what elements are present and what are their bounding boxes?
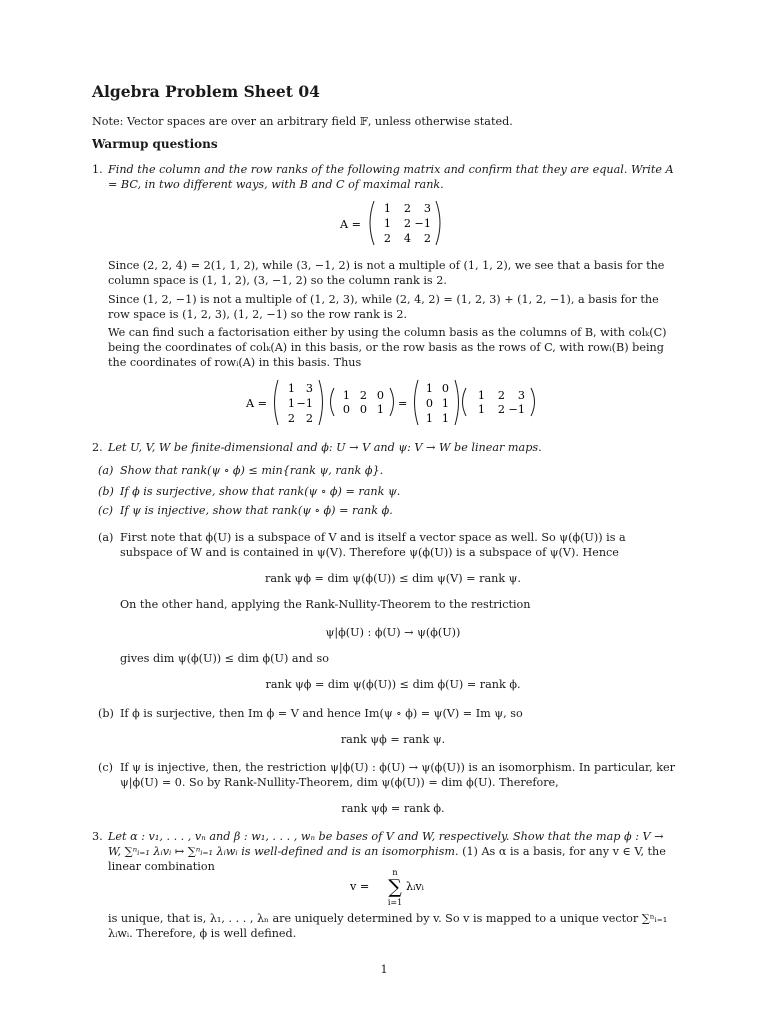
- q2-solution-c-eq: rank ψϕ = rank ϕ.: [341, 802, 445, 815]
- matrix-a-cell: 2: [423, 232, 431, 245]
- question-1-prompt: Find the column and the row ranks of the following matrix and confirm that they are equal. Write A = BC, in two different ways, with B and C of maximal rank.: [108, 163, 674, 191]
- matrix-a-svg: [330, 198, 450, 248]
- q2-solution-a-eq-2: ψ|ϕ(U) : ϕ(U) → ψ(ϕ(U)): [325, 626, 461, 639]
- right-paren: [436, 201, 440, 245]
- question-1-number: 1.: [92, 163, 103, 176]
- matrix-c1-right-paren: [390, 388, 394, 416]
- matrix-a-cell: −1: [414, 217, 431, 230]
- page-title: Algebra Problem Sheet 04: [92, 82, 320, 101]
- q2-solution-b-eq: rank ψϕ = rank ψ.: [340, 733, 446, 746]
- matrix-b1-cell: −1: [296, 397, 313, 410]
- matrix-c1: [331, 388, 394, 416]
- matrix-c1-cell: 1: [342, 389, 350, 402]
- matrix-b2-cell: 1: [441, 397, 449, 410]
- matrix-c2-cell: −1: [508, 403, 525, 416]
- q2-part-a-text: Show that rank(ψ ∘ ϕ) ≤ min{rank ψ, rank ϕ}.: [120, 464, 384, 477]
- q2-solution-a-eq-3: rank ψϕ = dim ψ(ϕ(U)) ≤ dim ϕ(U) = rank ϕ.: [265, 678, 521, 691]
- factorisation-label: A =: [246, 397, 268, 410]
- q2-solution-c-label: (c): [98, 761, 113, 774]
- q2-solution-b-para: If ϕ is surjective, then Im ϕ = V and hence Im(ψ ∘ ϕ) = ψ(V) = Im ψ, so: [120, 707, 523, 720]
- sum-formula-svg: [350, 866, 440, 908]
- matrix-c2: [463, 388, 535, 416]
- question-3-prompt: Let α : v₁, . . . , vₙ and β : w₁, . . . , wₙ be bases of V and W, respectively. Show that the map ϕ : V → W, ∑ⁿᵢ₌₁ λᵢvᵢ ↦ ∑ⁿᵢ₌₁ λᵢwᵢ is well-defined and is an isomorphism.: [108, 830, 664, 858]
- matrix-b2-cell: 1: [425, 412, 433, 425]
- matrix-a-cell: 2: [383, 232, 391, 245]
- q2-part-b-text: If ϕ is surjective, show that rank(ψ ∘ ϕ) = rank ψ.: [120, 485, 401, 498]
- equals-sign: =: [398, 397, 408, 410]
- page-number: 1: [380, 963, 388, 976]
- matrix-b1-cell: 1: [287, 382, 295, 395]
- matrix-a-cells: [384, 202, 431, 245]
- matrix-c2-cell: 1: [477, 403, 485, 416]
- q2-solution-a-para-3: gives dim ψ(ϕ(U)) ≤ dim ϕ(U) and so: [120, 652, 329, 665]
- sum-lower-limit: i=1: [387, 898, 403, 907]
- q1-para-2: Since (1, 2, −1) is not a multiple of (1, 2, 3), while (2, 4, 2) = (1, 2, 3) + (1, 2, −1), a basis for the row space is (1, 2, 3), (1, 2, −1) so the row rank is 2.: [108, 293, 659, 321]
- matrix-b1-cell: 1: [287, 397, 295, 410]
- matrix-c2-left-paren: [463, 388, 467, 416]
- sum-symbol: ∑: [388, 876, 402, 898]
- question-2-prompt: Let U, V, W be finite-dimensional and ϕ: U → V and ψ: V → W be linear maps.: [108, 441, 542, 454]
- q1-para-3: We can find such a factorisation either by using the column basis as the columns of B, with colₖ(C) being the coordinates of colₖ(A) in this basis, or the row basis as the rows of C, with rowᵢ(B) being the coordinates of rowᵢ(A) in this basis. Thus: [108, 326, 667, 369]
- question-3-solution-start: (1) As α is a basis, for any v ∈ V, the linear combination: [108, 845, 666, 873]
- sum-body: λᵢvᵢ: [406, 880, 424, 893]
- sum-upper-limit: n: [392, 868, 398, 877]
- matrix-c2-cell: 1: [477, 389, 485, 402]
- sum-formula: [350, 866, 440, 908]
- matrix-b1-right-paren: [319, 380, 323, 425]
- matrix-a: [330, 198, 450, 248]
- warmup-heading: Warmup questions: [92, 137, 218, 151]
- matrix-a-cell: 2: [403, 217, 411, 230]
- matrix-b2: [415, 380, 459, 425]
- matrix-c2-cell: 2: [497, 403, 505, 416]
- matrix-a-cell: 2: [403, 202, 411, 215]
- q2-part-a-label: (a): [98, 464, 114, 477]
- matrix-a-cell: 3: [423, 202, 431, 215]
- question-3-number: 3.: [92, 830, 103, 843]
- sum-lhs: v =: [350, 880, 370, 893]
- matrix-b1-left-paren: [275, 380, 279, 425]
- matrix-a-label: A =: [340, 218, 362, 231]
- matrix-c2-cell: 2: [497, 389, 505, 402]
- q2-solution-b-label: (b): [98, 707, 114, 720]
- matrix-b1-cell: 2: [305, 412, 313, 425]
- matrix-c2-cell: 3: [517, 389, 525, 402]
- q2-part-b-label: (b): [98, 485, 114, 498]
- factorisation-svg: [240, 378, 550, 428]
- matrix-b2-right-paren: [455, 380, 459, 425]
- matrix-b1: [275, 380, 323, 425]
- matrix-c1-cell: 0: [342, 403, 350, 416]
- factorisation-equation: [240, 378, 550, 428]
- matrix-b2-cell: 0: [425, 397, 433, 410]
- q2-part-c-label: (c): [98, 504, 113, 517]
- matrix-a-cell: 1: [383, 217, 391, 230]
- matrix-a-cell: 4: [403, 232, 411, 245]
- q2-solution-a-eq-1: rank ψϕ = dim ψ(ϕ(U)) ≤ dim ψ(V) = rank ψ.: [265, 572, 521, 585]
- matrix-b2-cell: 1: [441, 412, 449, 425]
- note: Note: Vector spaces are over an arbitrary field 𝔽, unless otherwise stated.: [92, 115, 513, 128]
- matrix-b1-cell: 3: [305, 382, 313, 395]
- q2-solution-a-para-2: On the other hand, applying the Rank-Nullity-Theorem to the restriction: [120, 598, 531, 611]
- matrix-c1-cell: 2: [359, 389, 367, 402]
- matrix-b2-cell: 1: [425, 382, 433, 395]
- matrix-b2-cell: 0: [441, 382, 449, 395]
- q2-solution-a-para-1: First note that ϕ(U) is a subspace of V and is itself a vector space as well. So ψ(ϕ(U)) is a subspace of W and is contained in ψ(V). Therefore ψ(ϕ(U)) is a subspace of ψ(V). Hence: [120, 531, 626, 559]
- matrix-a-cell: 1: [383, 202, 391, 215]
- matrix-c1-cell: 1: [376, 403, 384, 416]
- left-paren: [370, 201, 374, 245]
- matrix-c2-right-paren: [531, 388, 535, 416]
- matrix-c1-cell: 0: [359, 403, 367, 416]
- matrix-c1-left-paren: [331, 388, 335, 416]
- matrix-b2-left-paren: [415, 380, 419, 425]
- q2-part-c-text: If ψ is injective, show that rank(ψ ∘ ϕ) = rank ϕ.: [120, 504, 393, 517]
- q1-para-1: Since (2, 2, 4) = 2(1, 1, 2), while (3, −1, 2) is not a multiple of (1, 1, 2), we see that a basis for the column space is (1, 1, 2), (3, −1, 2) so the column rank is 2.: [108, 259, 665, 287]
- matrix-c1-cell: 0: [376, 389, 384, 402]
- q2-solution-c-para: If ψ is injective, then, the restriction ψ|ϕ(U) : ϕ(U) → ψ(ϕ(U)) is an isomorphism. In particular, ker ψ|ϕ(U) = 0. So by Rank-Nullity-Theorem, dim ψ(ϕ(U)) = dim ϕ(U). Therefore,: [120, 761, 675, 789]
- matrix-b1-cell: 2: [287, 412, 295, 425]
- question-2-number: 2.: [92, 441, 103, 454]
- question-3-solution-end: is unique, that is, λ₁, . . . , λₙ are uniquely determined by v. So v is mapped to a unique vector ∑ⁿᵢ₌₁ λᵢwᵢ. Therefore, ϕ is well defined.: [108, 912, 668, 940]
- q2-solution-a-label: (a): [98, 531, 114, 544]
